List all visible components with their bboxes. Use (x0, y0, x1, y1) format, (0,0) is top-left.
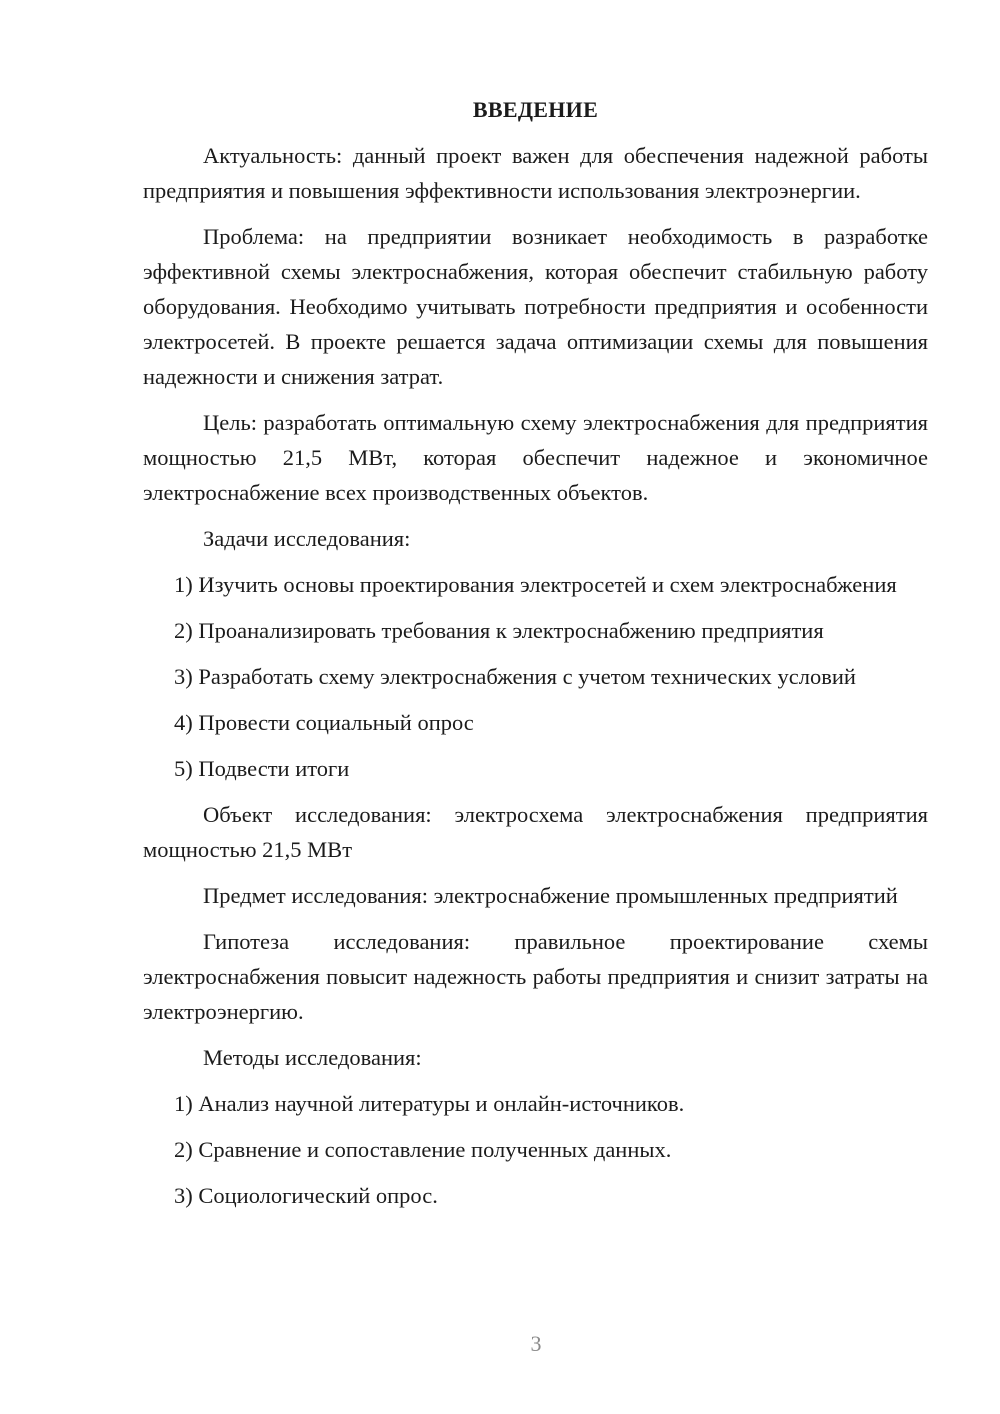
task-item-2: 2) Проанализировать требования к электроснабжению предприятия (174, 618, 824, 643)
document-body (143, 92, 928, 1224)
section-title: ВВЕДЕНИЕ (472, 97, 599, 122)
paragraph-hypothesis: Гипотеза исследования: правильное проектирование схемы электроснабжения повысит надежность работы предприятия и снизит затраты на электроэнергию. (143, 929, 928, 1024)
task-item-1: 1) Изучить основы проектирования электросетей и схем электроснабжения (174, 572, 897, 597)
paragraph-relevance: Актуальность: данный проект важен для обеспечения надежной работы предприятия и повышения эффективности использования электроэнергии. (143, 143, 928, 203)
paragraph-subject: Предмет исследования: электроснабжение промышленных предприятий (203, 883, 898, 908)
task-item-4: 4) Провести социальный опрос (174, 710, 474, 735)
task-item-3: 3) Разработать схему электроснабжения с учетом технических условий (174, 664, 856, 689)
method-item-3: 3) Социологический опрос. (174, 1183, 438, 1208)
paragraph-problem: Проблема: на предприятии возникает необходимость в разработке эффективной схемы электроснабжения, которая обеспечит стабильную работу оборудования. Необходимо учитывать потребности предприятия и особенности электросетей. В проекте решается задача оптимизации схемы для повышения надежности и снижения затрат. (143, 224, 928, 389)
page-number: 3 (530, 1331, 542, 1356)
methods-heading: Методы исследования: (203, 1045, 422, 1070)
paragraph-object: Объект исследования: электросхема электроснабжения предприятия мощностью 21,5 МВт (143, 802, 928, 862)
paragraph-goal: Цель: разработать оптимальную схему электроснабжения для предприятия мощностью 21,5 МВт, которая обеспечит надежное и экономичное электроснабжение всех производственных объектов. (143, 410, 928, 505)
tasks-heading: Задачи исследования: (203, 526, 411, 551)
task-item-5: 5) Подвести итоги (174, 756, 350, 781)
method-item-1: 1) Анализ научной литературы и онлайн-источников. (174, 1091, 685, 1116)
method-item-2: 2) Сравнение и сопоставление полученных данных. (174, 1137, 672, 1162)
